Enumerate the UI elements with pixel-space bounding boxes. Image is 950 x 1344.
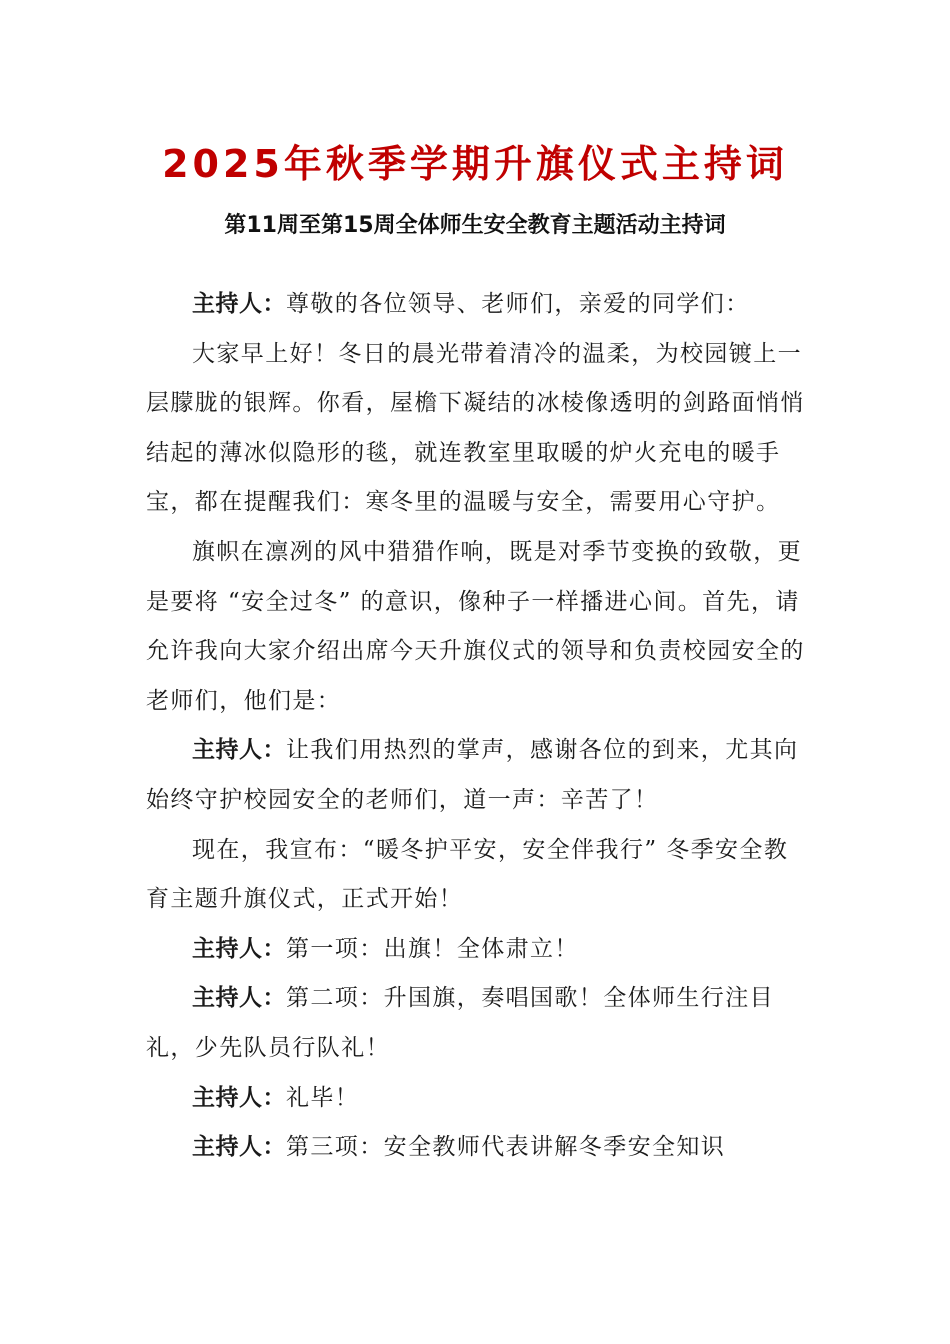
- host-label: 主持人：: [192, 935, 286, 962]
- paragraph-announcement: [146, 826, 806, 925]
- host-label: 主持人：: [192, 1134, 286, 1161]
- paragraph-text: 第三项：安全教师代表讲解冬季安全知识: [286, 1134, 726, 1161]
- document-subtitle: 第11周至第15周全体师生安全教育主题活动主持词: [224, 213, 726, 238]
- paragraph-item-1: [146, 925, 806, 975]
- host-label: 主持人：: [192, 1084, 286, 1111]
- host-label: 主持人：: [192, 737, 286, 764]
- paragraph-text: 第二项：升国旗，奏唱国歌！全体师生行注目礼，少先队员行队礼！: [146, 985, 774, 1061]
- paragraph-text: 让我们用热烈的掌声，感谢各位的到来，尤其向始终守护校园安全的老师们，道一声：辛苦了！: [146, 737, 799, 813]
- document-title: 2025年秋季学期升旗仪式主持词: [162, 142, 788, 186]
- paragraph-text: 第一项：出旗！全体肃立！: [286, 935, 579, 962]
- document-body: [146, 280, 806, 1173]
- paragraph-morning: [146, 330, 806, 528]
- paragraph-item-3: [146, 1123, 806, 1173]
- paragraph-text: 现在，我宣布：“暖冬护平安，安全伴我行” 冬季安全教育主题升旗仪式，正式开始！: [146, 836, 789, 913]
- paragraph-text: 旗帜在凛冽的风中猎猎作响，既是对季节变换的致敬，更是要将 “安全过冬” 的意识，像种子一样播进心间。首先，请允许我向大家介绍出席今天升旗仪式的领导和负责校园安全的老师们，他们是：: [146, 538, 805, 714]
- paragraph-text: 礼毕！: [286, 1084, 360, 1111]
- paragraph-greeting: [146, 280, 806, 330]
- paragraph-flag: [146, 528, 806, 726]
- paragraph-text: 大家早上好！冬日的晨光带着清冷的温柔，为校园镀上一层朦胧的银辉。你看，屋檐下凝结的冰棱像透明的剑路面悄悄结起的薄冰似隐形的毯，就连教室里取暖的炉火充电的暖手宝，都在提醒我们：寒冬里的温暖与安全，需要用心守护。: [146, 340, 805, 516]
- paragraph-text: 尊敬的各位领导、老师们，亲爱的同学们：: [286, 291, 750, 317]
- paragraph-salute-end: [146, 1074, 806, 1124]
- paragraph-applause: [146, 726, 806, 825]
- host-label: 主持人：: [192, 291, 286, 317]
- paragraph-item-2: [146, 974, 806, 1073]
- host-label: 主持人：: [192, 985, 286, 1012]
